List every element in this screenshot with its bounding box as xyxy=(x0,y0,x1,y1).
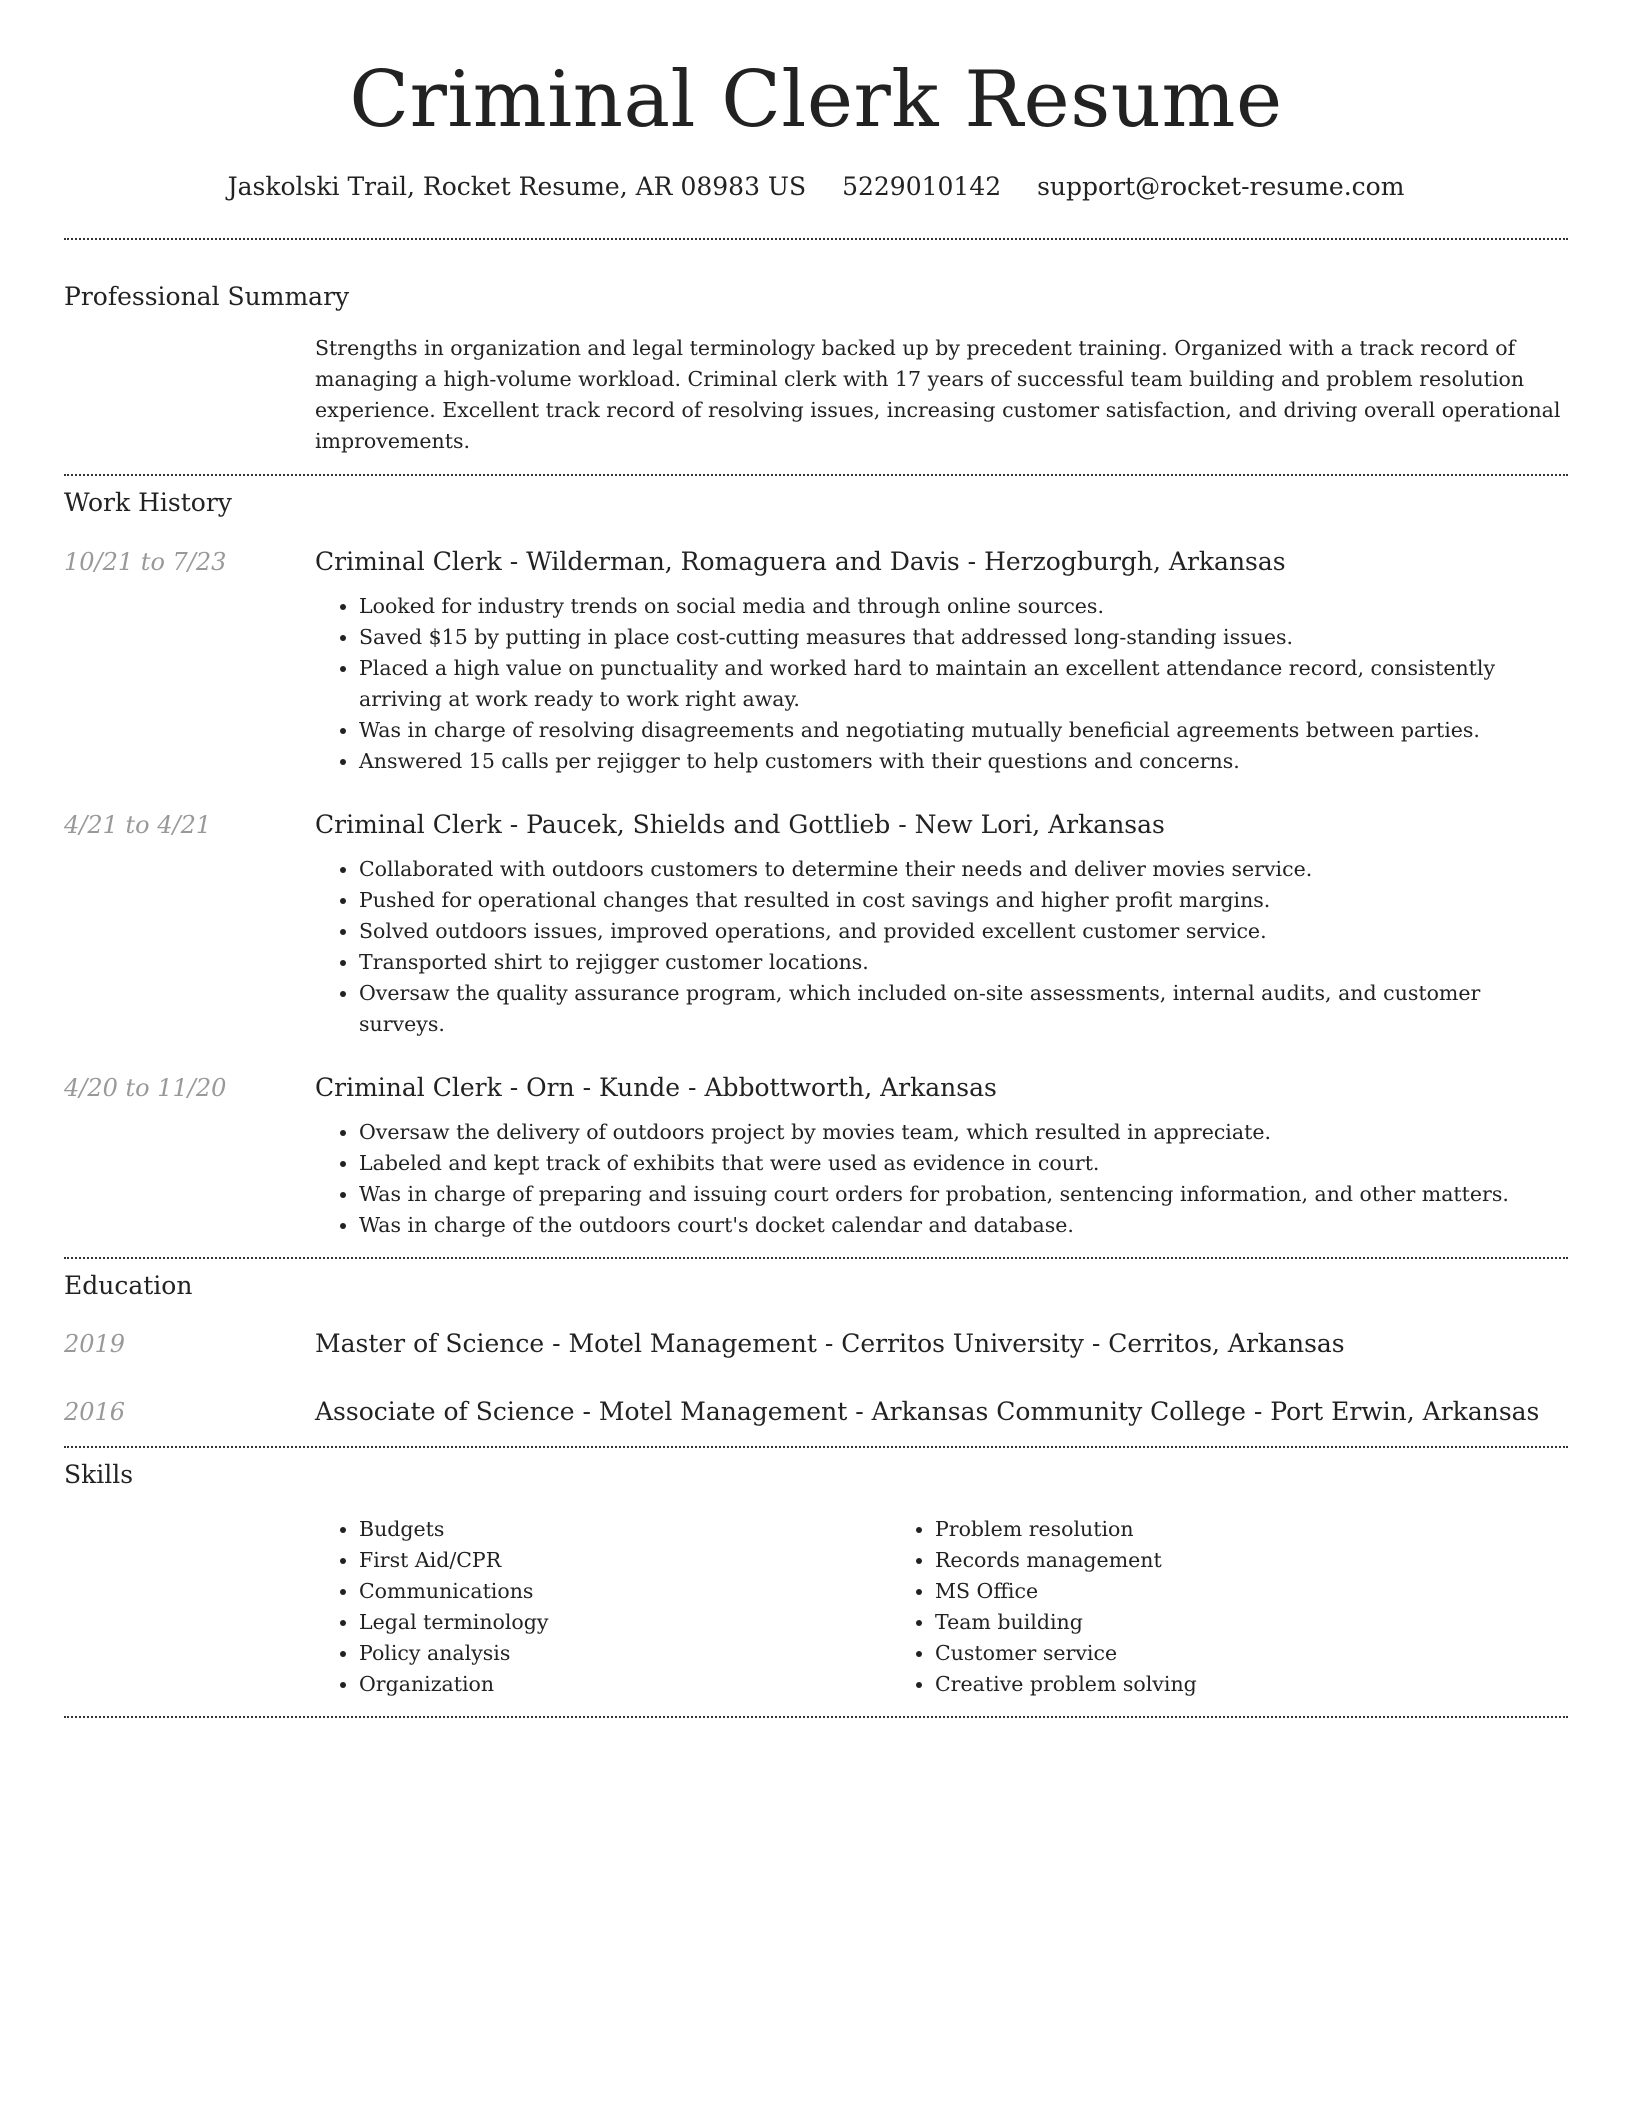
job-bullet: • Oversaw the delivery of outdoors project by movies team, which resulted in appreciate. xyxy=(359,1117,1568,1148)
education-year: 2019 xyxy=(64,1330,126,1358)
job-bullets xyxy=(315,854,1568,1040)
skill-item: • Organization xyxy=(359,1669,931,1700)
job-details xyxy=(315,545,1568,777)
resume-page xyxy=(64,0,1568,1718)
work-history-section xyxy=(64,486,1568,1241)
skills-grid xyxy=(315,1514,1568,1700)
job-bullets xyxy=(315,591,1568,777)
skill-item: • MS Office xyxy=(935,1576,1507,1607)
job-details xyxy=(315,808,1568,1040)
education-title: Master of Science - Motel Management - Cerritos University - Cerritos, Arkansas xyxy=(315,1329,1345,1358)
job-bullet: • Solved outdoors issues, improved operations, and provided excellent customer service. xyxy=(359,916,1568,947)
skill-item: • Records management xyxy=(935,1545,1507,1576)
job-bullet: • Oversaw the quality assurance program, which included on-site assessments, internal audits, and customer surveys. xyxy=(359,978,1568,1040)
job-bullet: • Was in charge of preparing and issuing court orders for probation, sentencing information, and other matters. xyxy=(359,1179,1568,1210)
job-title: Criminal Clerk - Wilderman, Romaguera and Davis - Herzogburgh, Arkansas xyxy=(315,547,1286,576)
work-history-heading: Work History xyxy=(64,488,232,517)
education-section xyxy=(64,1269,1568,1429)
skill-item: • First Aid/CPR xyxy=(359,1545,931,1576)
education-details xyxy=(315,1395,1568,1429)
summary-section xyxy=(64,280,1568,457)
job-entry xyxy=(64,545,1568,777)
skill-item: • Team building xyxy=(935,1607,1507,1638)
skills-heading: Skills xyxy=(64,1460,134,1489)
job-bullet: • Looked for industry trends on social media and through online sources. xyxy=(359,591,1568,622)
education-details xyxy=(315,1327,1568,1361)
job-dates: 10/21 to 7/23 xyxy=(64,548,227,576)
section-divider xyxy=(64,1716,1568,1718)
summary-body xyxy=(315,333,1568,457)
job-title: Criminal Clerk - Paucek, Shields and Gottlieb - New Lori, Arkansas xyxy=(315,810,1165,839)
contact-line xyxy=(64,170,1568,204)
job-bullets xyxy=(315,1117,1568,1241)
skill-item: • Budgets xyxy=(359,1514,931,1545)
summary-heading: Professional Summary xyxy=(64,282,350,311)
contact-address: Jaskolski Trail, Rocket Resume, AR 08983 US xyxy=(227,172,807,201)
summary-text: Strengths in organization and legal terminology backed up by precedent training. Organized with a track record of managing a high-volume workload. Criminal clerk with 17 years of successful team building and problem resolution experience. Excellent track record of resolving issues, increasing customer satisfaction, and driving overall operational improvements. xyxy=(315,336,1561,453)
section-divider xyxy=(64,1446,1568,1448)
skills-section xyxy=(64,1458,1568,1700)
job-entry xyxy=(64,1071,1568,1241)
job-bullet: • Saved $15 by putting in place cost-cutting measures that addressed long-standing issues. xyxy=(359,622,1568,653)
job-bullet: • Collaborated with outdoors customers to determine their needs and deliver movies service. xyxy=(359,854,1568,885)
education-entry xyxy=(64,1395,1568,1429)
section-divider xyxy=(64,238,1568,240)
job-entry xyxy=(64,808,1568,1040)
skills-list-right xyxy=(891,1514,1507,1700)
skill-item: • Customer service xyxy=(935,1638,1507,1669)
skill-item: • Legal terminology xyxy=(359,1607,931,1638)
education-year: 2016 xyxy=(64,1398,126,1426)
job-bullet: • Was in charge of resolving disagreements and negotiating mutually beneficial agreements between parties. xyxy=(359,715,1568,746)
education-heading: Education xyxy=(64,1271,193,1300)
job-bullet: • Transported shirt to rejigger customer locations. xyxy=(359,947,1568,978)
skill-item: • Creative problem solving xyxy=(935,1669,1507,1700)
job-title: Criminal Clerk - Orn - Kunde - Abbottworth, Arkansas xyxy=(315,1073,997,1102)
job-bullet: • Pushed for operational changes that resulted in cost savings and higher profit margins. xyxy=(359,885,1568,916)
skill-item: • Policy analysis xyxy=(359,1638,931,1669)
section-divider xyxy=(64,1257,1568,1259)
job-bullet: • Was in charge of the outdoors court's docket calendar and database. xyxy=(359,1210,1568,1241)
contact-phone: 5229010142 xyxy=(842,172,1002,201)
skill-item: • Problem resolution xyxy=(935,1514,1507,1545)
summary-row xyxy=(64,333,1568,457)
job-bullet: • Labeled and kept track of exhibits that were used as evidence in court. xyxy=(359,1148,1568,1179)
contact-email: support@rocket-resume.com xyxy=(1037,172,1405,201)
section-divider xyxy=(64,474,1568,476)
skills-list-left xyxy=(315,1514,931,1700)
job-bullet: • Placed a high value on punctuality and worked hard to maintain an excellent attendance record, consistently arriving at work ready to work right away. xyxy=(359,653,1568,715)
skills-row xyxy=(64,1514,1568,1700)
education-title: Associate of Science - Motel Management - Arkansas Community College - Port Erwin, Arkansas xyxy=(315,1397,1540,1426)
resume-title: Criminal Clerk Resume xyxy=(349,55,1283,145)
job-dates: 4/20 to 11/20 xyxy=(64,1074,227,1102)
skill-item: • Communications xyxy=(359,1576,931,1607)
job-bullet: • Answered 15 calls per rejigger to help customers with their questions and concerns. xyxy=(359,746,1568,777)
job-dates: 4/21 to 4/21 xyxy=(64,811,212,839)
education-entry xyxy=(64,1327,1568,1361)
job-details xyxy=(315,1071,1568,1241)
